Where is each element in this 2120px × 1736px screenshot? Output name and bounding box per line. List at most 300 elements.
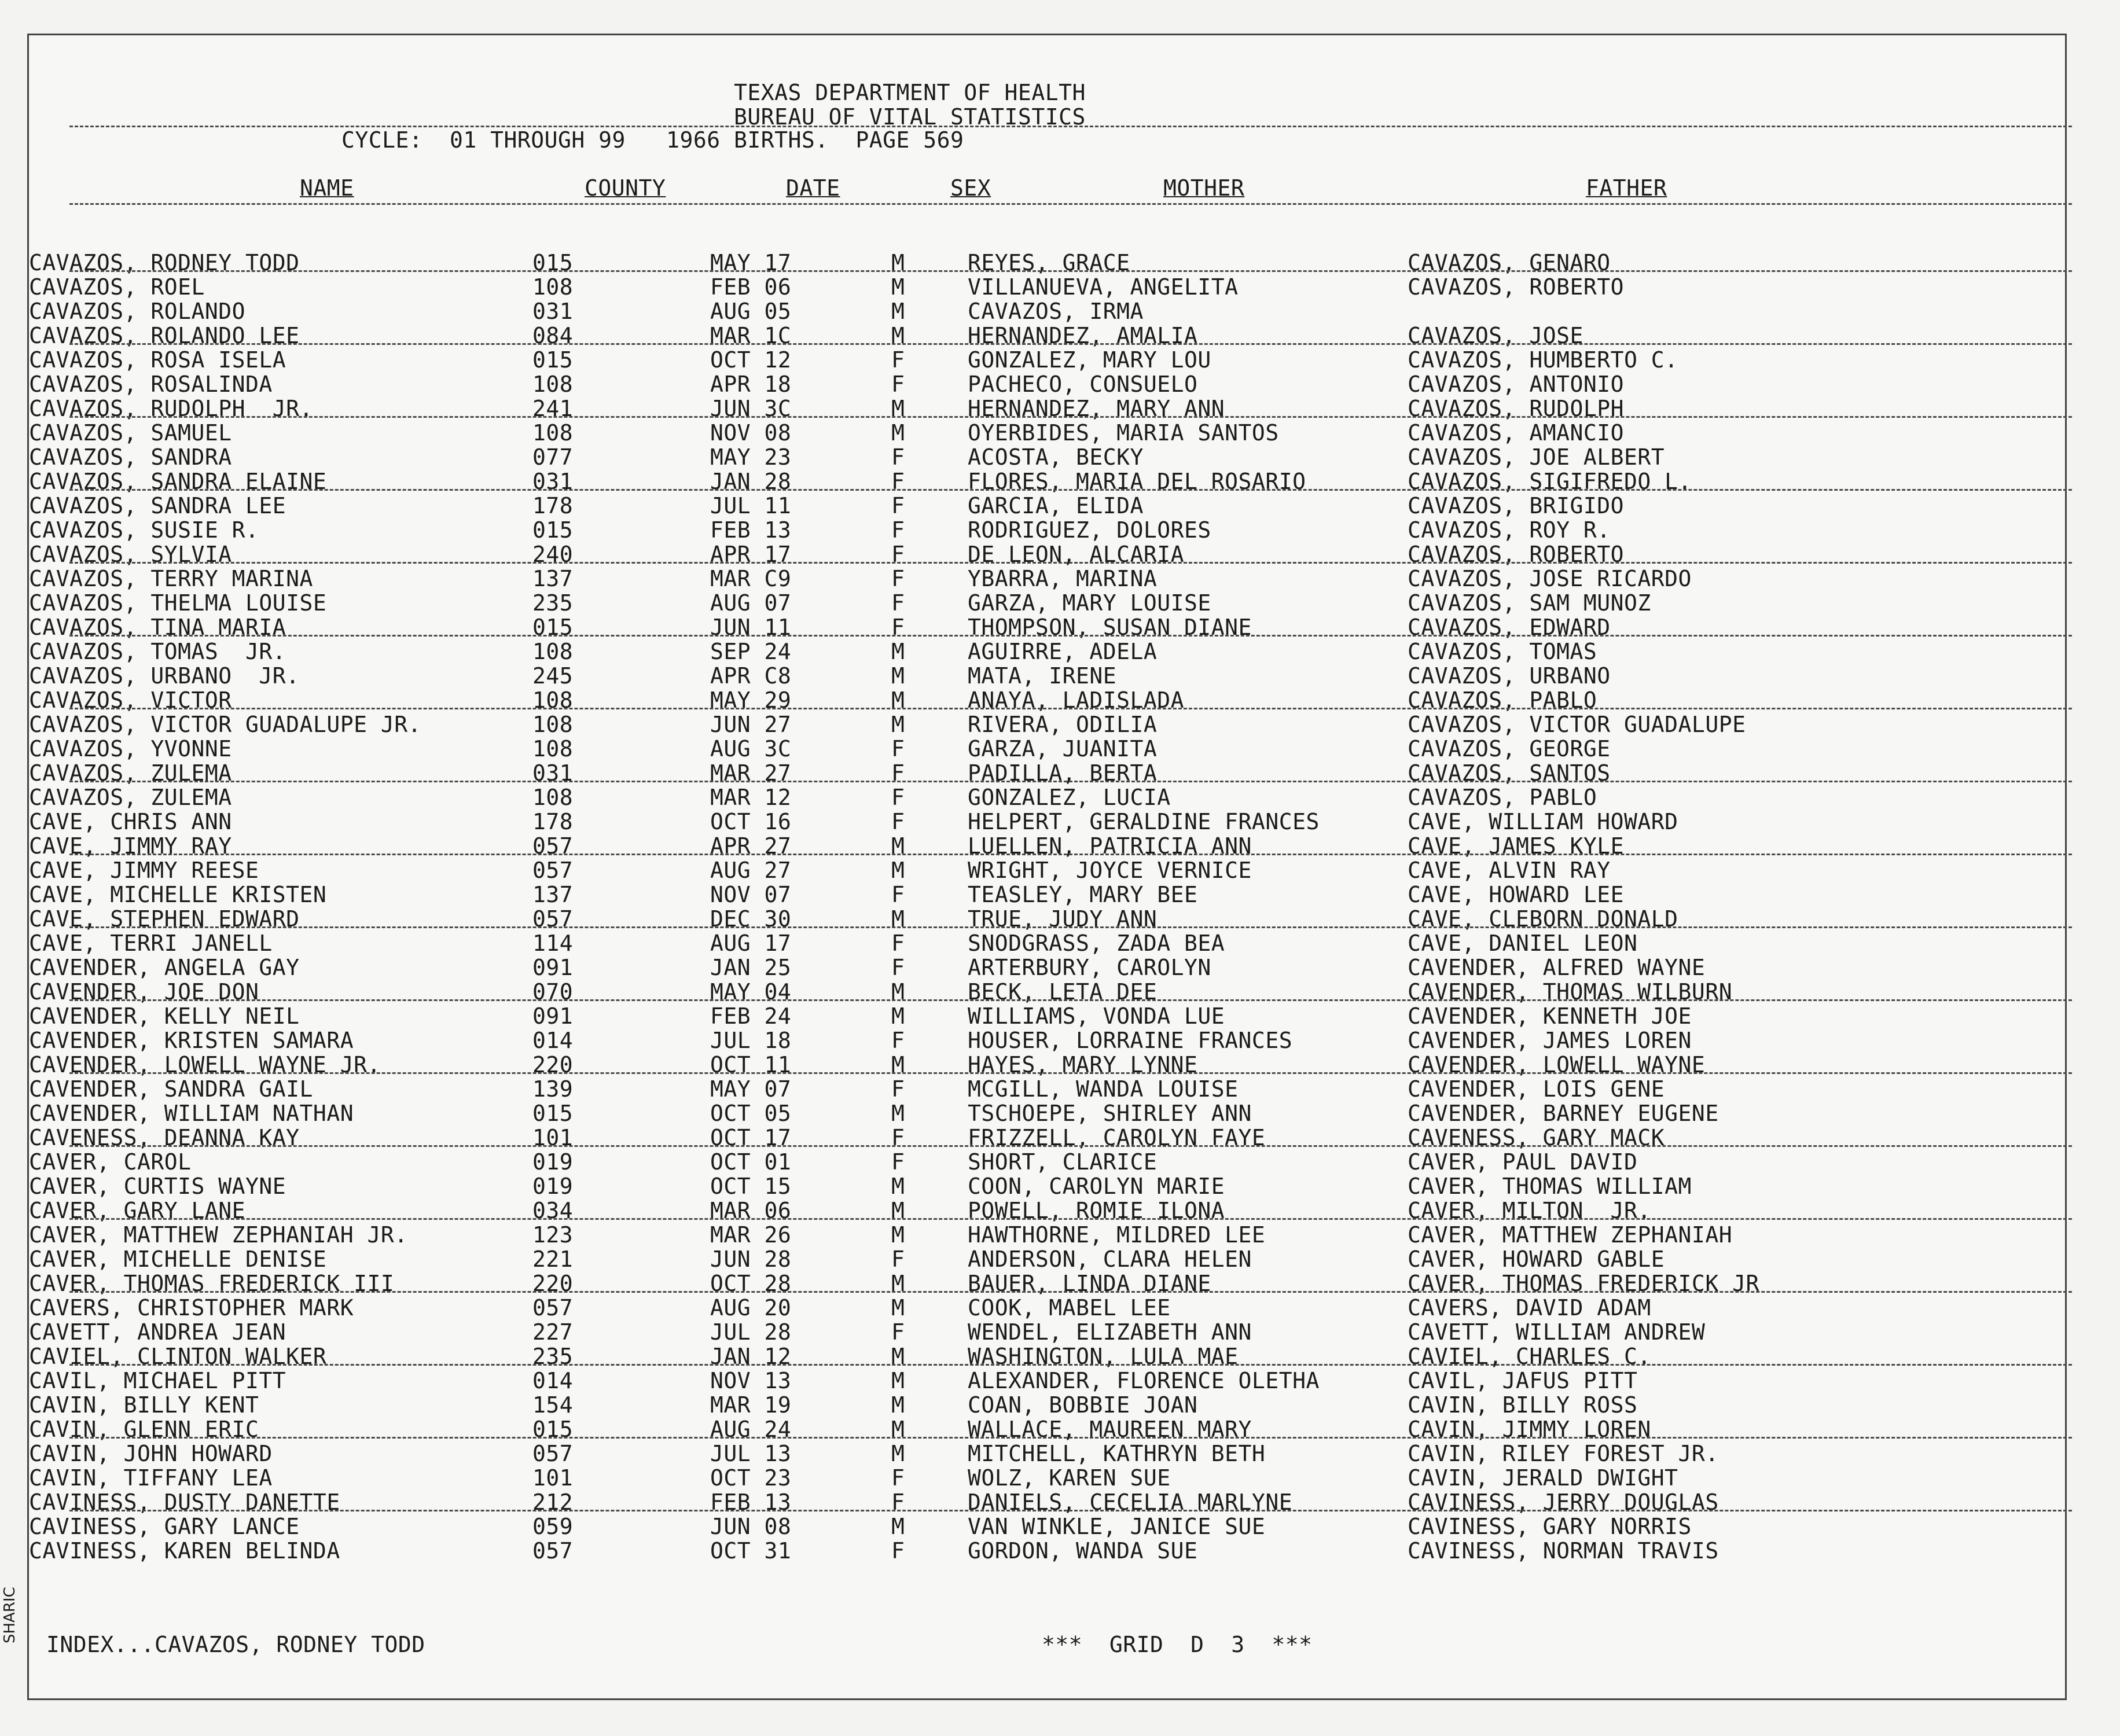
cell-father: CAVE, HOWARD LEE (1408, 882, 1625, 907)
cell-county: 057 (532, 1538, 574, 1564)
cell-father: CAVAZOS, SAM MUNOZ (1408, 590, 1651, 616)
side-stamp: SHARIC (1, 1587, 19, 1643)
cell-name: CAVAZOS, SANDRA ELAINE (29, 469, 327, 494)
row-rule (69, 708, 2072, 709)
cell-father: CAVER, MATTHEW ZEPHANIAH (1408, 1222, 1733, 1248)
cell-county: 114 (532, 930, 574, 956)
cell-mother: TRUE, JUDY ANN (968, 906, 1158, 932)
cell-county: 077 (532, 444, 574, 470)
cell-name: CAVAZOS, TERRY MARINA (29, 566, 313, 591)
cell-county: 015 (532, 347, 574, 373)
cell-name: CAVAZOS, VICTOR GUADALUPE JR. (29, 712, 421, 737)
cell-sex: M (891, 712, 905, 737)
cell-sex: F (891, 1246, 905, 1272)
table-row (0, 955, 1962, 980)
footer-grid: *** GRID D 3 *** (1042, 1632, 1313, 1657)
cell-sex: M (891, 420, 905, 446)
cell-sex: M (891, 396, 905, 421)
cell-sex: M (891, 833, 905, 859)
cell-county: 015 (532, 615, 574, 640)
cell-name: CAVAZOS, ROEL (29, 274, 205, 300)
cell-county: 108 (532, 420, 574, 446)
col-header-county: COUNTY (585, 175, 666, 201)
cell-date: MAR 27 (710, 760, 792, 786)
cell-sex: M (891, 1441, 905, 1466)
cell-mother: MATA, IRENE (968, 663, 1117, 689)
cell-date: JUL 28 (710, 1319, 792, 1345)
cell-name: CAVINESS, DUSTY DANETTE (29, 1489, 340, 1515)
table-row (0, 712, 1962, 737)
cell-date: OCT 12 (710, 347, 792, 373)
cell-father: CAVE, JAMES KYLE (1408, 833, 1625, 859)
cell-name: CAVAZOS, ROLANDO LEE (29, 323, 300, 348)
cell-sex: M (891, 1222, 905, 1248)
cell-county: 137 (532, 882, 574, 907)
cell-father: CAVER, THOMAS WILLIAM (1408, 1174, 1692, 1199)
cell-date: JUN 27 (710, 712, 792, 737)
cell-name: CAVE, CHRIS ANN (29, 809, 232, 834)
row-rule (69, 1510, 2072, 1511)
cell-date: AUG 24 (710, 1417, 792, 1442)
cell-date: OCT 01 (710, 1149, 792, 1175)
table-row (0, 348, 1962, 372)
table-row (0, 639, 1962, 664)
cell-father: CAVIN, BILLY ROSS (1408, 1392, 1638, 1418)
cell-mother: AGUIRRE, ADELA (968, 639, 1158, 664)
cell-sex: M (891, 979, 905, 1005)
cell-father: CAVE, DANIEL LEON (1408, 930, 1638, 956)
row-rule (69, 926, 2072, 928)
cell-date: MAR C9 (710, 566, 792, 591)
cell-sex: M (891, 323, 905, 348)
cell-father: CAVE, CLEBORN DONALD (1408, 906, 1678, 932)
cell-date: AUG 05 (710, 299, 792, 324)
cell-father: CAVERS, DAVID ADAM (1408, 1295, 1651, 1321)
table-row (0, 1101, 1962, 1126)
footer-index: INDEX...CAVAZOS, RODNEY TODD (46, 1632, 425, 1657)
table-row (0, 664, 1962, 688)
cell-county: 014 (532, 1028, 574, 1053)
cell-date: AUG 07 (710, 590, 792, 616)
cell-mother: CAVAZOS, IRMA (968, 299, 1144, 324)
cell-name: CAVAZOS, VICTOR (29, 687, 232, 713)
cell-county: 227 (532, 1319, 574, 1345)
cell-date: OCT 11 (710, 1052, 792, 1077)
cell-name: CAVAZOS, ROSALINDA (29, 372, 273, 397)
cell-father: CAVENDER, LOWELL WAYNE (1408, 1052, 1706, 1077)
cell-sex: M (891, 1368, 905, 1393)
table-row (0, 372, 1962, 396)
cell-sex: M (891, 1198, 905, 1223)
cell-name: CAVAZOS, RUDOLPH JR. (29, 396, 313, 421)
cell-sex: M (891, 1271, 905, 1296)
cell-father: CAVENESS, GARY MACK (1408, 1125, 1665, 1150)
row-rule (69, 489, 2072, 491)
cell-name: CAVENDER, KELLY NEIL (29, 1003, 300, 1029)
cell-county: 123 (532, 1222, 574, 1248)
cell-date: AUG 17 (710, 930, 792, 956)
cell-date: MAR 12 (710, 785, 792, 810)
cell-county: 084 (532, 323, 574, 348)
cell-date: JAN 25 (710, 955, 792, 980)
cell-father: CAVAZOS, JOSE (1408, 323, 1583, 348)
cell-sex: F (891, 347, 905, 373)
cell-mother: COON, CAROLYN MARIE (968, 1174, 1225, 1199)
header-line-1: TEXAS DEPARTMENT OF HEALTH (734, 80, 1086, 105)
cell-father: CAVIEL, CHARLES C. (1408, 1344, 1651, 1369)
cell-county: 101 (532, 1125, 574, 1150)
cell-name: CAVIN, TIFFANY LEA (29, 1465, 273, 1491)
table-row (0, 1393, 1962, 1417)
cell-sex: M (891, 1003, 905, 1029)
cell-date: JUN 28 (710, 1246, 792, 1272)
cell-sex: F (891, 760, 905, 786)
cell-sex: F (891, 1149, 905, 1175)
cell-name: CAVAZOS, ROLANDO (29, 299, 246, 324)
cell-name: CAVE, TERRI JANELL (29, 930, 273, 956)
cell-sex: F (891, 736, 905, 762)
cell-county: 235 (532, 590, 574, 616)
cell-county: 241 (532, 396, 574, 421)
row-rule (69, 781, 2072, 782)
cell-name: CAVAZOS, ZULEMA (29, 785, 232, 810)
cell-mother: ANAYA, LADISLADA (968, 687, 1185, 713)
cell-father: CAVER, MILTON JR. (1408, 1198, 1651, 1223)
cell-name: CAVER, MATTHEW ZEPHANIAH JR. (29, 1222, 408, 1248)
cell-county: 034 (532, 1198, 574, 1223)
row-rule (69, 1072, 2072, 1074)
table-row (0, 1296, 1962, 1320)
cell-father: CAVENDER, BARNEY EUGENE (1408, 1101, 1719, 1126)
table-row (0, 1223, 1962, 1247)
cell-sex: M (891, 1101, 905, 1126)
cell-county: 015 (532, 1101, 574, 1126)
cell-father: CAVIN, JIMMY LOREN (1408, 1417, 1651, 1442)
cell-sex: M (891, 858, 905, 883)
cell-date: JUL 13 (710, 1441, 792, 1466)
cell-sex: M (891, 1344, 905, 1369)
cell-name: CAVENDER, WILLIAM NATHAN (29, 1101, 354, 1126)
table-row (0, 1247, 1962, 1271)
cycle-line: CYCLE: 01 THROUGH 99 1966 BIRTHS. PAGE 569 (341, 127, 964, 153)
cell-father: CAVAZOS, GEORGE (1408, 736, 1611, 762)
cell-name: CAVIEL, CLINTON WALKER (29, 1344, 327, 1369)
cell-date: MAR 1C (710, 323, 792, 348)
cell-date: APR 27 (710, 833, 792, 859)
cell-sex: M (891, 687, 905, 713)
cell-date: APR 18 (710, 372, 792, 397)
table-row (0, 1077, 1962, 1101)
cell-father: CAVAZOS, ROBERTO (1408, 542, 1625, 567)
cell-sex: F (891, 1538, 905, 1564)
cell-father: CAVER, HOWARD GABLE (1408, 1246, 1665, 1272)
table-row (0, 1174, 1962, 1198)
table-row (0, 785, 1962, 810)
cell-sex: M (891, 1392, 905, 1418)
cell-mother: WASHINGTON, LULA MAE (968, 1344, 1239, 1369)
cell-mother: OYERBIDES, MARIA SANTOS (968, 420, 1279, 446)
cell-date: MAR 06 (710, 1198, 792, 1223)
cell-date: MAY 29 (710, 687, 792, 713)
cell-mother: BECK, LETA DEE (968, 979, 1158, 1005)
cell-sex: F (891, 785, 905, 810)
cell-name: CAVAZOS, ROSA ISELA (29, 347, 286, 373)
table-row (0, 810, 1962, 834)
cell-name: CAVINESS, GARY LANCE (29, 1514, 300, 1539)
table-row (0, 494, 1962, 518)
table-row (0, 299, 1962, 323)
cell-mother: VILLANUEVA, ANGELITA (968, 274, 1239, 300)
table-row (0, 1150, 1962, 1174)
cell-sex: M (891, 1295, 905, 1321)
cell-mother: REYES, GRACE (968, 250, 1130, 275)
row-rule (69, 1437, 2072, 1439)
cell-date: NOV 13 (710, 1368, 792, 1393)
cell-county: 108 (532, 274, 574, 300)
row-rule (69, 635, 2072, 637)
cell-father: CAVAZOS, ROY R. (1408, 517, 1611, 543)
cell-name: CAVAZOS, THELMA LOUISE (29, 590, 327, 616)
cell-father: CAVAZOS, SANTOS (1408, 760, 1611, 786)
cell-father: CAVAZOS, BRIGIDO (1408, 493, 1625, 518)
cell-sex: M (891, 274, 905, 300)
cell-county: 091 (532, 955, 574, 980)
cell-mother: HAYES, MARY LYNNE (968, 1052, 1198, 1077)
cell-mother: ACOSTA, BECKY (968, 444, 1144, 470)
table-row (0, 591, 1962, 615)
cell-mother: ARTERBURY, CAROLYN (968, 955, 1211, 980)
cell-father: CAVAZOS, ROBERTO (1408, 274, 1625, 300)
cell-date: OCT 28 (710, 1271, 792, 1296)
cell-father: CAVAZOS, PABLO (1408, 687, 1597, 713)
cell-sex: F (891, 615, 905, 640)
document-page (27, 34, 2067, 1700)
cell-county: 139 (532, 1076, 574, 1102)
cell-sex: M (891, 299, 905, 324)
cell-county: 212 (532, 1489, 574, 1515)
cell-father: CAVAZOS, RUDOLPH (1408, 396, 1625, 421)
cell-mother: WOLZ, KAREN SUE (968, 1465, 1171, 1491)
cell-mother: FRIZZELL, CAROLYN FAYE (968, 1125, 1266, 1150)
cell-father: CAVER, PAUL DAVID (1408, 1149, 1638, 1175)
cell-father: CAVAZOS, PABLO (1408, 785, 1597, 810)
cell-county: 220 (532, 1271, 574, 1296)
cell-sex: F (891, 493, 905, 518)
table-row (0, 1320, 1962, 1344)
cell-county: 240 (532, 542, 574, 567)
cell-date: DEC 30 (710, 906, 792, 932)
table-row (0, 1028, 1962, 1053)
table-row (0, 1441, 1962, 1466)
cell-date: FEB 13 (710, 1489, 792, 1515)
cell-sex: F (891, 1125, 905, 1150)
cell-name: CAVAZOS, TINA MARIA (29, 615, 286, 640)
cell-sex: M (891, 1417, 905, 1442)
cell-name: CAVE, STEPHEN EDWARD (29, 906, 300, 932)
cell-name: CAVINESS, KAREN BELINDA (29, 1538, 340, 1564)
cell-mother: WRIGHT, JOYCE VERNICE (968, 858, 1252, 883)
col-header-mother: MOTHER (1163, 175, 1245, 201)
cell-county: 059 (532, 1514, 574, 1539)
cell-father: CAVENDER, THOMAS WILBURN (1408, 979, 1733, 1005)
cell-mother: HELPERT, GERALDINE FRANCES (968, 809, 1320, 834)
cell-name: CAVENDER, SANDRA GAIL (29, 1076, 313, 1102)
cell-date: OCT 05 (710, 1101, 792, 1126)
cell-father: CAVENDER, ALFRED WAYNE (1408, 955, 1706, 980)
cell-mother: MITCHELL, KATHRYN BETH (968, 1441, 1266, 1466)
cell-father: CAVIN, JERALD DWIGHT (1408, 1465, 1678, 1491)
cell-mother: FLORES, MARIA DEL ROSARIO (968, 469, 1306, 494)
table-row (0, 882, 1962, 907)
cell-sex: F (891, 1489, 905, 1515)
cell-county: 108 (532, 712, 574, 737)
cell-name: CAVER, CAROL (29, 1149, 192, 1175)
cell-county: 070 (532, 979, 574, 1005)
cell-sex: F (891, 566, 905, 591)
cell-mother: VAN WINKLE, JANICE SUE (968, 1514, 1266, 1539)
cell-date: OCT 31 (710, 1538, 792, 1564)
cell-mother: COOK, MABEL LEE (968, 1295, 1171, 1321)
cell-mother: GONZALEZ, LUCIA (968, 785, 1171, 810)
cell-date: JUN 08 (710, 1514, 792, 1539)
cell-mother: PACHECO, CONSUELO (968, 372, 1198, 397)
cell-sex: M (891, 250, 905, 275)
cell-mother: GONZALEZ, MARY LOU (968, 347, 1211, 373)
cell-name: CAVER, THOMAS FREDERICK III (29, 1271, 395, 1296)
table-row (0, 1004, 1962, 1028)
cell-father: CAVAZOS, AMANCIO (1408, 420, 1625, 446)
cell-date: MAR 26 (710, 1222, 792, 1248)
cell-date: JUL 18 (710, 1028, 792, 1053)
cell-mother: MCGILL, WANDA LOUISE (968, 1076, 1239, 1102)
cell-name: CAVAZOS, SANDRA (29, 444, 232, 470)
cell-mother: THOMPSON, SUSAN DIANE (968, 615, 1252, 640)
row-rule (69, 854, 2072, 855)
row-rule (69, 416, 2072, 418)
table-row (0, 931, 1962, 955)
cell-county: 031 (532, 469, 574, 494)
cell-date: OCT 16 (710, 809, 792, 834)
cell-county: 031 (532, 760, 574, 786)
col-header-name: NAME (300, 175, 354, 201)
header-rule-2 (69, 203, 2072, 205)
cell-name: CAVENDER, LOWELL WAYNE JR. (29, 1052, 381, 1077)
cell-name: CAVAZOS, URBANO JR. (29, 663, 300, 689)
cell-father: CAVAZOS, URBANO (1408, 663, 1611, 689)
cell-father: CAVAZOS, JOSE RICARDO (1408, 566, 1692, 591)
cell-father: CAVER, THOMAS FREDERICK JR (1408, 1271, 1759, 1296)
cell-mother: HERNANDEZ, AMALIA (968, 323, 1198, 348)
cell-county: 178 (532, 809, 574, 834)
cell-mother: SHORT, CLARICE (968, 1149, 1158, 1175)
cell-county: 031 (532, 299, 574, 324)
cell-sex: F (891, 372, 905, 397)
cell-date: SEP 24 (710, 639, 792, 664)
cell-mother: BAUER, LINDA DIANE (968, 1271, 1211, 1296)
cell-county: 178 (532, 493, 574, 518)
cell-name: CAVE, MICHELLE KRISTEN (29, 882, 327, 907)
table-row (0, 858, 1962, 882)
cell-date: FEB 24 (710, 1003, 792, 1029)
row-rule (69, 343, 2072, 345)
row-rule (69, 270, 2072, 272)
cell-mother: WILLIAMS, VONDA LUE (968, 1003, 1225, 1029)
cell-father: CAVAZOS, ANTONIO (1408, 372, 1625, 397)
cell-date: FEB 06 (710, 274, 792, 300)
cell-sex: F (891, 469, 905, 494)
col-header-date: DATE (786, 175, 840, 201)
table-row (0, 1466, 1962, 1490)
cell-father: CAVE, WILLIAM HOWARD (1408, 809, 1678, 834)
cell-mother: DE LEON, ALCARIA (968, 542, 1185, 567)
cell-mother: DANIELS, CECELIA MARLYNE (968, 1489, 1293, 1515)
cell-sex: M (891, 663, 905, 689)
cell-date: JUN 11 (710, 615, 792, 640)
cell-date: MAY 04 (710, 979, 792, 1005)
cell-sex: M (891, 906, 905, 932)
cell-sex: F (891, 517, 905, 543)
cell-county: 137 (532, 566, 574, 591)
cell-date: JAN 12 (710, 1344, 792, 1369)
cell-father: CAVENDER, KENNETH JOE (1408, 1003, 1692, 1029)
cell-county: 019 (532, 1149, 574, 1175)
cell-date: JUN 3C (710, 396, 792, 421)
cell-mother: HERNANDEZ, MARY ANN (968, 396, 1225, 421)
table-row (0, 1539, 1962, 1563)
cell-sex: M (891, 1052, 905, 1077)
cell-sex: F (891, 542, 905, 567)
cell-mother: RIVERA, ODILIA (968, 712, 1158, 737)
cell-county: 057 (532, 833, 574, 859)
cell-date: MAY 23 (710, 444, 792, 470)
cell-sex: M (891, 1514, 905, 1539)
cell-name: CAVENDER, KRISTEN SAMARA (29, 1028, 354, 1053)
cell-county: 019 (532, 1174, 574, 1199)
cell-mother: SNODGRASS, ZADA BEA (968, 930, 1225, 956)
cell-father: CAVAZOS, HUMBERTO C. (1408, 347, 1678, 373)
cell-sex: F (891, 1028, 905, 1053)
cell-name: CAVENESS, DEANNA KAY (29, 1125, 300, 1150)
cell-sex: M (891, 639, 905, 664)
cell-name: CAVERS, CHRISTOPHER MARK (29, 1295, 354, 1321)
cell-county: 108 (532, 785, 574, 810)
cell-date: AUG 27 (710, 858, 792, 883)
row-rule (69, 562, 2072, 564)
cell-name: CAVAZOS, YVONNE (29, 736, 232, 762)
cell-name: CAVE, JIMMY REESE (29, 858, 259, 883)
cell-father: CAVETT, WILLIAM ANDREW (1408, 1319, 1706, 1345)
cell-county: 015 (532, 517, 574, 543)
cell-father: CAVAZOS, VICTOR GUADALUPE (1408, 712, 1746, 737)
cell-county: 057 (532, 858, 574, 883)
cell-name: CAVAZOS, SUSIE R. (29, 517, 259, 543)
cell-county: 245 (532, 663, 574, 689)
cell-sex: M (891, 1174, 905, 1199)
cell-county: 015 (532, 1417, 574, 1442)
cell-father: CAVINESS, NORMAN TRAVIS (1408, 1538, 1719, 1564)
cell-date: AUG 3C (710, 736, 792, 762)
cell-mother: COAN, BOBBIE JOAN (968, 1392, 1198, 1418)
cell-mother: LUELLEN, PATRICIA ANN (968, 833, 1252, 859)
row-rule (69, 1364, 2072, 1366)
cell-date: MAY 07 (710, 1076, 792, 1102)
cell-mother: HOUSER, LORRAINE FRANCES (968, 1028, 1293, 1053)
cell-name: CAVAZOS, TOMAS JR. (29, 639, 286, 664)
table-row (0, 275, 1962, 299)
cell-mother: HAWTHORNE, MILDRED LEE (968, 1222, 1266, 1248)
cell-mother: TSCHOEPE, SHIRLEY ANN (968, 1101, 1252, 1126)
cell-name: CAVIN, JOHN HOWARD (29, 1441, 273, 1466)
